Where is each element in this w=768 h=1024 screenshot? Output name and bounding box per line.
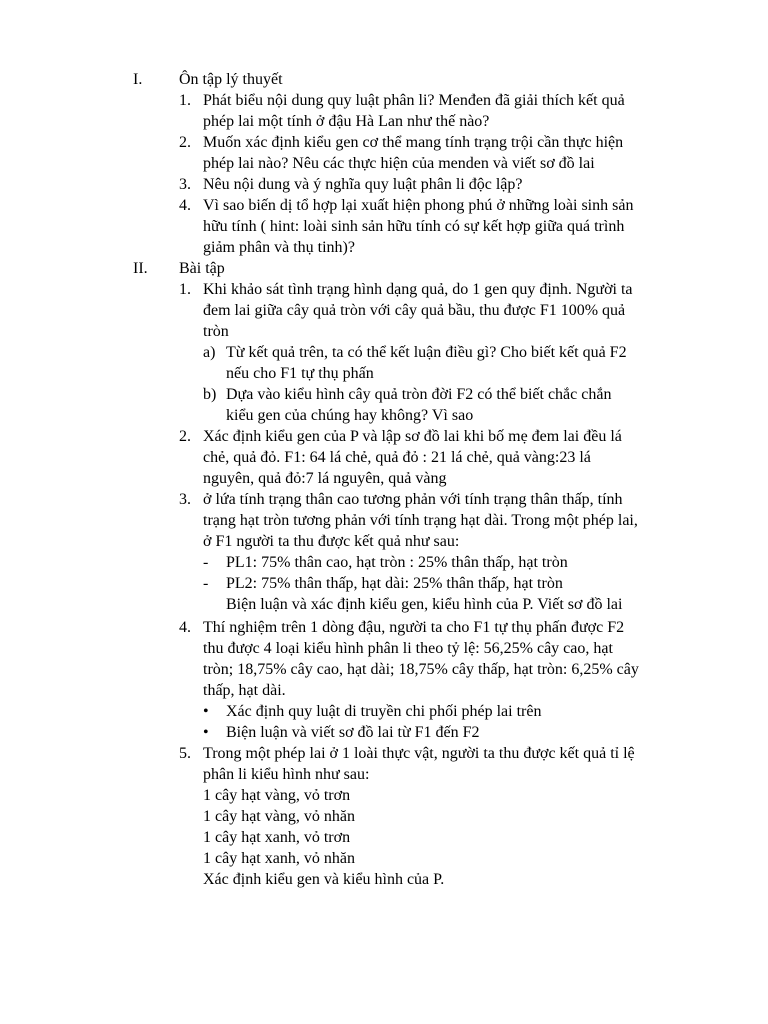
theory-item-text: Nêu nội dung và ý nghĩa quy luật phân li độc lập? [203, 176, 523, 193]
sub-question-text: Dựa vào kiểu hình cây quả tròn đời F2 có thể biết chắc chắn [226, 386, 612, 403]
exercise-number: 3. [179, 491, 191, 508]
exercise-text: thấp, hạt dài. [203, 682, 286, 699]
sub-question-text: nếu cho F1 tự thụ phấn [226, 365, 374, 382]
phenotype-line: 1 cây hạt vàng, vỏ nhăn [203, 808, 355, 825]
theory-item-text: hữu tính ( hint: loài sinh sản hữu tính có sự kết hợp giữa quá trình [203, 218, 625, 235]
theory-item-text: phép lai một tính ở đậu Hà Lan như thế nào? [203, 113, 490, 130]
exercise-number: 2. [179, 428, 191, 445]
exercise-text: phân li kiểu hình như sau: [203, 766, 370, 783]
dash-marker: - [203, 554, 209, 571]
theory-item-number: 2. [179, 134, 191, 151]
exercise-text: Thí nghiệm trên 1 dòng đậu, người ta cho F1 tự thụ phấn được F2 [203, 619, 625, 636]
exercise-text: thu được 4 loại kiểu hình phân li theo tỷ lệ: 56,25% cây cao, hạt [203, 640, 613, 657]
sub-question-label: a) [203, 344, 216, 361]
theory-item-number: 4. [179, 197, 191, 214]
section-2-number: II. [133, 260, 148, 277]
phenotype-line: 1 cây hạt xanh, vỏ trơn [203, 829, 351, 846]
exercise-text: Khi khảo sát tình trạng hình dạng quả, do 1 gen quy định. Người ta [203, 281, 633, 298]
bullet-item-text: Biện luận và viết sơ đồ lai từ F1 đến F2 [226, 724, 480, 741]
dash-item-text: PL1: 75% thân cao, hạt tròn : 25% thân thấp, hạt tròn [226, 554, 568, 571]
theory-item-text: Vì sao biến dị tổ hợp lại xuất hiện phong phú ở những loài sinh sản [203, 197, 634, 214]
exercise-number: 1. [179, 281, 191, 298]
dash-item-text: PL2: 75% thân thấp, hạt dài: 25% thân thấp, hạt tròn [226, 575, 563, 592]
exercise-text: Trong một phép lai ở 1 loài thực vật, người ta thu được kết quả tỉ lệ [203, 745, 635, 762]
exercise-text: đem lai giữa cây quả tròn với cây quả bầu, thu được F1 100% quả [203, 302, 626, 319]
exercise-text: Xác định kiểu gen của P và lập sơ đồ lai khi bố mẹ đem lai đều lá [203, 428, 622, 445]
section-1-title: Ôn tập lý thuyết [179, 71, 283, 88]
theory-item-text: Phát biểu nội dung quy luật phân li? Menđen đã giải thích kết quả [203, 92, 625, 109]
theory-item-text: Muốn xác định kiểu gen cơ thể mang tính trạng trội cần thực hiện [203, 134, 624, 151]
phenotype-line: 1 cây hạt vàng, vỏ trơn [203, 787, 351, 804]
sub-question-text: kiểu gen của chúng hay không? Vì sao [226, 407, 474, 424]
exercise-text: tròn [203, 323, 229, 340]
sub-question-text: Từ kết quả trên, ta có thể kết luận điều gì? Cho biết kết quả F2 [226, 344, 627, 361]
phenotype-line: 1 cây hạt xanh, vỏ nhăn [203, 850, 355, 867]
section-2-title: Bài tập [179, 260, 225, 277]
theory-item-number: 3. [179, 176, 191, 193]
theory-item-text: giảm phân và thụ tinh)? [203, 239, 355, 256]
bullet-icon: • [203, 703, 209, 720]
exercise-text: ở F1 người ta thu được kết quả như sau: [203, 533, 460, 550]
theory-item-text: phép lai nào? Nêu các thực hiện của menden và viết sơ đồ lai [203, 155, 595, 172]
exercise-text: ở lứa tính trạng thân cao tương phản với tính trạng thân thấp, tính [203, 491, 623, 508]
exercise-text: Xác định kiểu gen và kiểu hình của P. [203, 871, 445, 888]
exercise-text: tròn; 18,75% cây cao, hạt dài; 18,75% cây thấp, hạt tròn: 6,25% cây [203, 661, 639, 678]
section-1-number: I. [133, 71, 143, 88]
theory-item-number: 1. [179, 92, 191, 109]
sub-question-label: b) [203, 386, 217, 403]
exercise-text: nguyên, quả đỏ:7 lá nguyên, quả vàng [203, 470, 447, 487]
bullet-item-text: Xác định quy luật di truyền chi phối phép lai trên [226, 703, 542, 720]
exercise-text: Biện luận và xác định kiểu gen, kiểu hình của P. Viết sơ đồ lai [226, 596, 623, 613]
dash-marker: - [203, 575, 209, 592]
exercise-number: 5. [179, 745, 191, 762]
exercise-number: 4. [179, 619, 191, 636]
exercise-text: trạng hạt tròn tương phản với tính trạng hạt dài. Trong một phép lai, [203, 512, 638, 529]
exercise-text: chẻ, quả đỏ. F1: 64 lá chẻ, quả đỏ : 21 lá chẻ, quả vàng:23 lá [203, 449, 591, 466]
bullet-icon: • [203, 724, 209, 741]
